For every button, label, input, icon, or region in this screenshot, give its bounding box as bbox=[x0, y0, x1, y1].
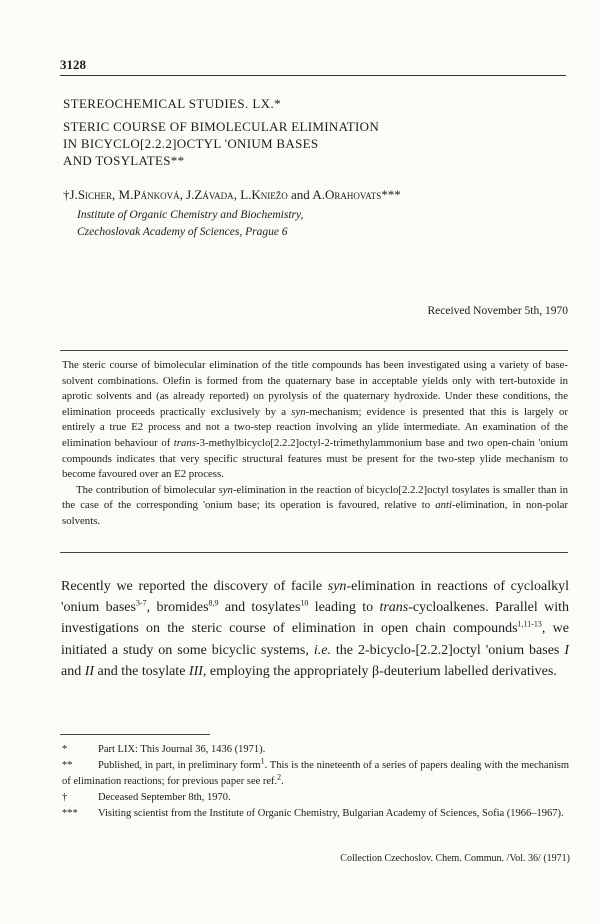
author-separator: , J. bbox=[179, 187, 195, 202]
citation: 1,11-13 bbox=[517, 619, 542, 629]
article-title bbox=[63, 118, 379, 169]
author-separator: , L. bbox=[233, 187, 252, 202]
abstract-paragraph: The contribution of bimolecular syn-elimination in the reaction of bicyclo[2.2.2]octyl tosylates is smaller than in the case of the corresponding 'onium base; its operation is favoured, relative to anti-elimination, in non-polar solvents. bbox=[62, 483, 568, 527]
affiliation-line: Czechoslovak Academy of Sciences, Prague 6 bbox=[77, 226, 288, 238]
journal-footer: Collection Czechoslov. Chem. Commun. /Vol. 36/ (1971) bbox=[340, 853, 570, 864]
abstract-bottom-rule bbox=[60, 552, 568, 553]
author-footnote-mark: *** bbox=[381, 187, 401, 202]
author-initial: †J. bbox=[63, 187, 78, 202]
footnotes bbox=[62, 742, 569, 822]
author-name: Orahovats bbox=[324, 187, 382, 202]
body-paragraph: Recently we reported the discovery of facile syn-elimination in reactions of cycloalkyl 'onium bases$^{3-7}$, bromides$^{8,9}$ and tosylates$^{10}$ leading to trans-cycloalkenes. Parallel with investigations on the steric course of elimination in open chain compounds$^{1,11-13}$, we initiated a study on some bicyclic systems, i.e. the 2-bicyclo-[2.2.2]octyl 'onium bases I and II and the tosylate III, employing the appropriately β-deuterium labelled derivatives. bbox=[61, 579, 569, 679]
author-name: Závada bbox=[194, 187, 234, 202]
citation: 3-7 bbox=[135, 598, 147, 608]
footnote-rule bbox=[60, 734, 210, 735]
citation: 8,9 bbox=[208, 598, 219, 608]
abstract-paragraph: The steric course of bimolecular elimination of the title compounds has been investigated using a variety of base-solvent combinations. Olefin is formed from the quaternary base in acceptable yields only with tert-butoxide in aprotic solvents and (as already reported) on pyrolysis of the quaternary hydroxide. Under these conditions, the elimination proceeds practically exclusively by a syn-mechanism; evidence is presented that this is largely or entirely a true E2 process and not a two-step reaction involving an ylide intermediate. An examination of the elimination behaviour of trans-3-methylbicyclo[2.2.2]octyl-2-trimethylammonium base and two open-chain 'onium compounds indicates that very specific structural features must be present for the two-step ylide mechanism to become favoured over an E2 process. bbox=[62, 359, 568, 481]
affiliation-line: Institute of Organic Chemistry and Biochemistry, bbox=[77, 209, 304, 221]
footnote: ** Published, in part, in preliminary form$^1$. This is the nineteenth of a series of papers dealing with the mechanism of elimination reactions; for previous paper see ref.$^2$. bbox=[62, 756, 569, 787]
header-rule bbox=[60, 75, 566, 76]
author-name: Sicher bbox=[77, 187, 113, 202]
author-list bbox=[63, 187, 401, 203]
received-date: Received November 5th, 1970 bbox=[427, 305, 568, 317]
author-separator: and A. bbox=[287, 187, 325, 202]
author-name: Kniežo bbox=[251, 187, 288, 202]
series-title: STEREOCHEMICAL STUDIES. LX.* bbox=[63, 96, 281, 111]
footnote: † Deceased September 8th, 1970. bbox=[62, 792, 231, 803]
title-line: AND TOSYLATES** bbox=[63, 153, 185, 168]
citation: 10 bbox=[300, 598, 309, 608]
author-name: Pánková bbox=[133, 187, 180, 202]
abstract-top-rule bbox=[60, 350, 568, 351]
abstract bbox=[62, 358, 568, 530]
page-number: 3128 bbox=[60, 57, 86, 72]
footnote: *** Visiting scientist from the Institute of Organic Chemistry, Bulgarian Academy of Sciences, Sofia (1966–1967). bbox=[62, 808, 564, 819]
title-line: IN BICYCLO[2.2.2]OCTYL 'ONIUM BASES bbox=[63, 136, 319, 151]
title-line: STERIC COURSE OF BIMOLECULAR ELIMINATION bbox=[63, 119, 380, 134]
affiliation bbox=[77, 207, 303, 241]
footnote: * Part LIX: This Journal 36, 1436 (1971). bbox=[62, 744, 266, 755]
author-separator: , M. bbox=[112, 187, 134, 202]
